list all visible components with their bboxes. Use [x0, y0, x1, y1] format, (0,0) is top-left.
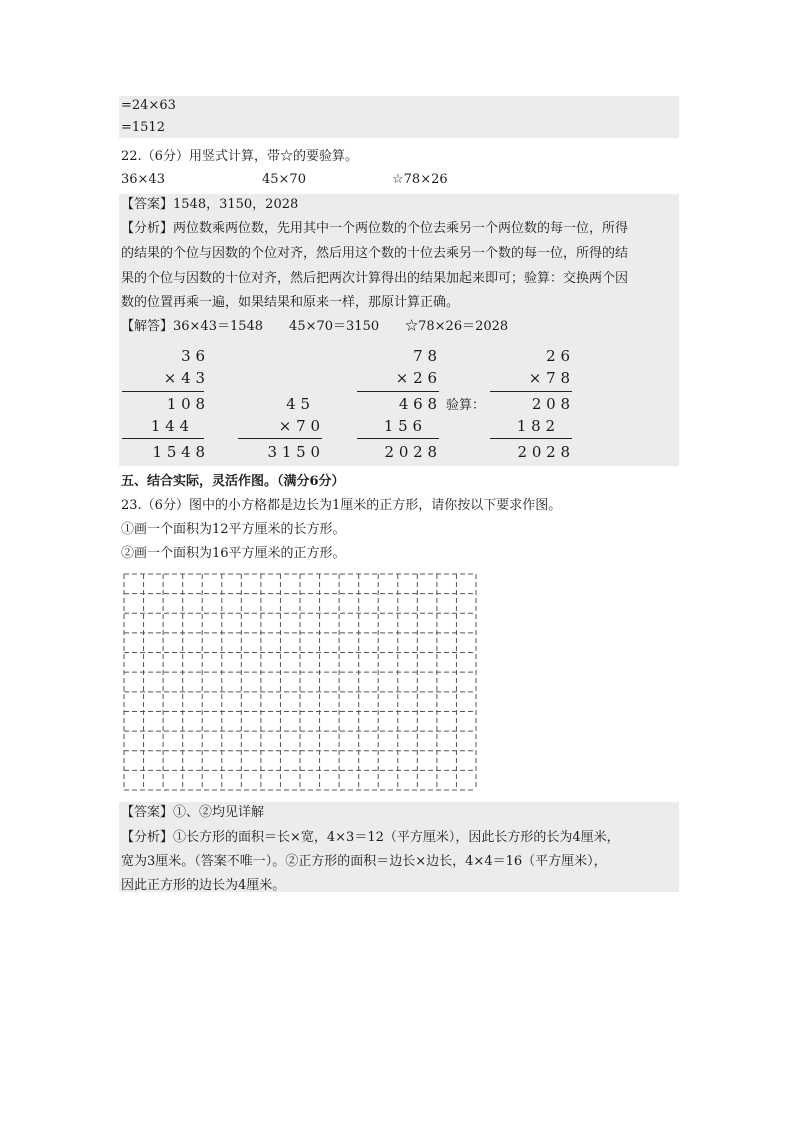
calc4-rule-2: [490, 438, 572, 439]
calc3-multiplicand: 7 8: [413, 347, 437, 365]
section-5-title: 五、结合实际，灵活作图。（满分6分）: [121, 474, 345, 489]
q22-analysis-4: 数的位置再乘一遍，如果结果和原来一样，那原计算正确。: [121, 295, 460, 310]
calc2-result: 3 1 5 0: [267, 443, 320, 461]
calc4-partial-1: 2 0 8: [531, 395, 570, 413]
calc1-partial-2: 1 4 4: [150, 417, 189, 435]
calc4-rule-1: [490, 391, 572, 392]
q22-item-2: 45×70: [262, 172, 306, 187]
q23-analysis-1: 【分析】①长方形的面积＝长×宽，4×3＝12（平方厘米），因此长方形的长为4厘米，: [121, 830, 620, 845]
q22-analysis-3: 果的个位与因数的十位对齐，然后把两次计算得出的结果加起来即可；验算：交换两个因: [121, 271, 629, 286]
top-answer-shade: [119, 96, 679, 138]
calc1-multiplier: × 4 3: [163, 369, 205, 387]
q23-stem: 23.（6分）图中的小方格都是边长为1厘米的正方形，请你按以下要求作图。: [121, 498, 562, 513]
calc-line-2: =1512: [121, 120, 165, 135]
calc-line-1: =24×63: [121, 98, 176, 113]
calc4-multiplicand: 2 6: [546, 347, 570, 365]
q22-analysis-1: 【分析】两位数乘两位数，先用其中一个两位数的个位去乘另一个两位数的每一位，所得: [121, 221, 629, 236]
calc1-partial-1: 1 0 8: [166, 395, 205, 413]
calc4-partial-2: 1 8 2: [516, 417, 555, 435]
calc2-rule: [238, 438, 322, 439]
calc1-rule-1: [122, 391, 204, 392]
q22-item-3: ☆78×26: [392, 172, 448, 187]
calc4-result: 2 0 2 8: [517, 443, 570, 461]
q23-requirement-2: ②画一个面积为16平方厘米的正方形。: [121, 546, 346, 561]
q23-analysis-3: 因此正方形的边长为4厘米。: [121, 878, 286, 893]
calc1-result: 1 5 4 8: [152, 443, 205, 461]
q23-analysis-2: 宽为3厘米。（答案不唯一）。②正方形的面积＝边长×边长，4×4＝16（平方厘米），: [121, 854, 607, 869]
q23-requirement-1: ①画一个面积为12平方厘米的长方形。: [121, 522, 346, 537]
q23-answer: 【答案】①、②均见详解: [121, 805, 265, 820]
q22-stem: 22.（6分）用竖式计算，带☆的要验算。: [121, 149, 358, 164]
calc3-partial-2: 1 5 6: [383, 417, 422, 435]
q22-item-1: 36×43: [121, 172, 165, 187]
q22-answer: 【答案】1548，3150，2028: [121, 197, 299, 212]
calc2-multiplier: × 7 0: [278, 417, 320, 435]
q22-solution: 【解答】36×43＝1548 45×70＝3150 ☆78×26＝2028: [121, 319, 509, 334]
calc3-rule-2: [357, 438, 439, 439]
calc4-multiplier: × 7 8: [528, 369, 570, 387]
calc1-rule-2: [122, 438, 204, 439]
calc3-multiplier: × 2 6: [395, 369, 437, 387]
calc3-rule-1: [357, 391, 439, 392]
square-grid: [122, 572, 478, 792]
q22-analysis-2: 的结果的个位与因数的个位对齐，然后用这个数的十位去乘另一个数的每一位，所得的结: [121, 246, 629, 261]
calc2-multiplicand: 4 5: [286, 395, 310, 413]
calc1-multiplicand: 3 6: [181, 347, 205, 365]
calc3-partial-1: 4 6 8: [398, 395, 437, 413]
calc3-result: 2 0 2 8: [384, 443, 437, 461]
check-label: 验算：: [446, 398, 486, 413]
